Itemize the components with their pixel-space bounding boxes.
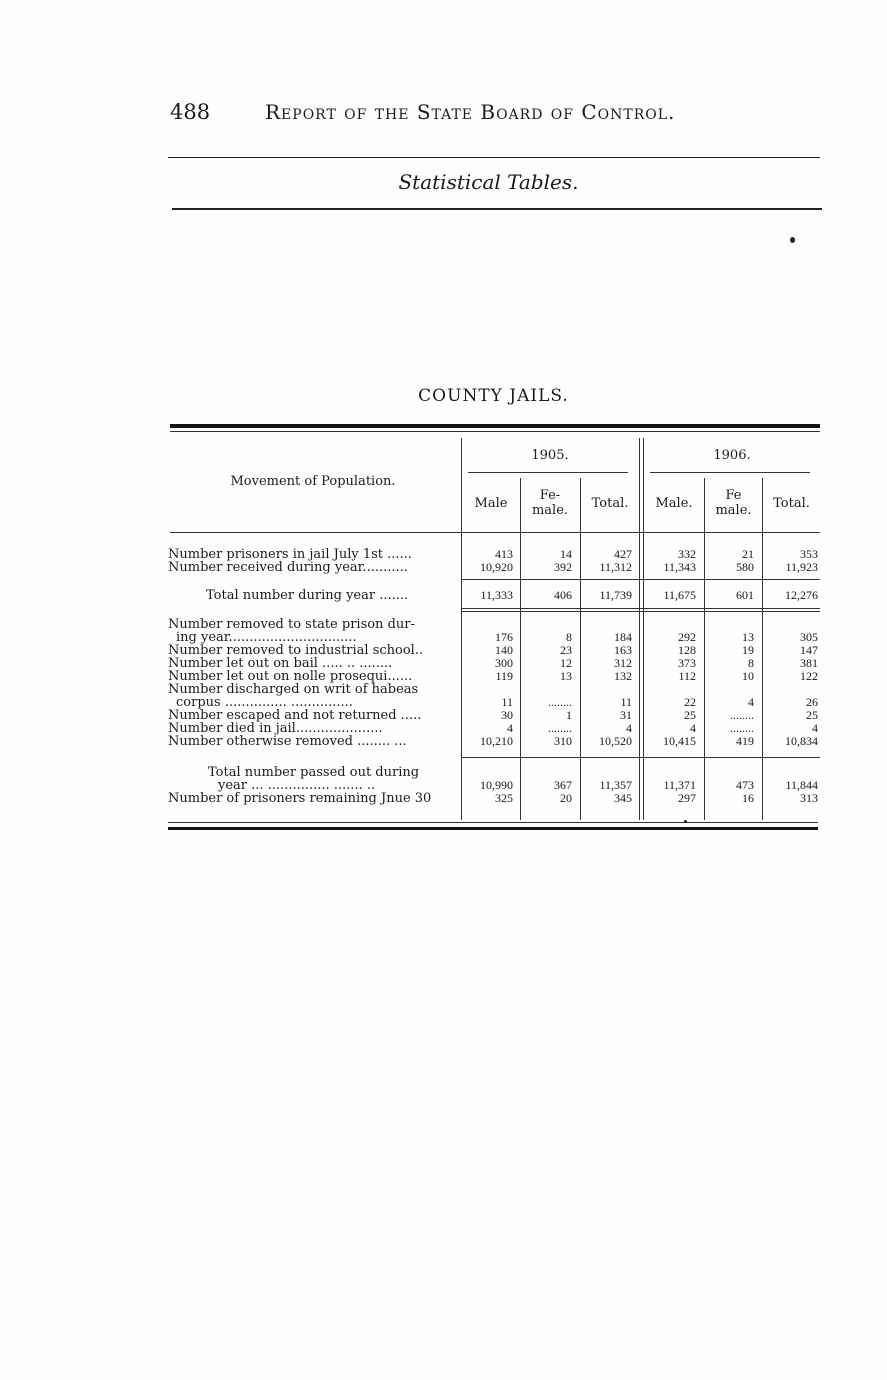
table-cell: 419 [736,734,754,748]
table-cell: ........ [730,721,754,735]
table-cell: 13 [742,630,754,644]
table-cell: ........ [548,721,572,735]
table-cell: 23 [560,643,572,657]
table-cell: ........ [548,695,572,709]
row-label: Number escaped and not returned ..... [168,708,422,723]
table-cell: 31 [620,708,632,722]
header-bottom-rule [170,532,820,533]
row-label: Number let out on nolle prosequi...... [168,669,413,684]
row-label: corpus ............... ............... [176,695,353,710]
divider [639,438,640,820]
row-label: Total number passed out during [208,765,420,780]
table-cell: 11,343 [663,560,696,574]
table-cell: 373 [678,656,696,670]
table-cell: 10,520 [599,734,632,748]
table-cell: 12 [560,656,572,670]
table-cell: 367 [554,778,572,792]
table-cell: 406 [554,588,572,602]
table-cell: 16 [742,791,754,805]
table-cell: 310 [554,734,572,748]
row-label: ing year............................... [176,630,357,645]
table-cell: 8 [748,656,754,670]
table-cell: 163 [614,643,632,657]
table-cell: 22 [684,695,696,709]
table-cell: 184 [614,630,632,644]
table-cell: 11,333 [480,588,513,602]
table-cell: 353 [800,547,818,561]
row-label: Number let out on bail ..... .. ........ [168,656,393,671]
table-cell: 473 [736,778,754,792]
row-label: Number received during year........... [168,560,408,575]
table-cell: 312 [614,656,632,670]
table-cell: 30 [501,708,513,722]
table-cell: 11,312 [599,560,632,574]
table-cell: 580 [736,560,754,574]
table-cell: 25 [806,708,818,722]
section-rule [172,208,822,210]
table-cell: 10,920 [480,560,513,574]
year-header: 1905. [531,448,569,463]
table-bottom-rule [168,827,818,830]
table-cell: 8 [566,630,572,644]
stub-header: Movement of Population. [230,474,396,489]
table-cell: 305 [800,630,818,644]
table-cell: 4 [690,721,696,735]
header-rule [168,157,820,158]
table-title: COUNTY JAILS. [418,386,569,406]
year-rule [468,472,628,473]
table-cell: 132 [614,669,632,683]
table-cell: 11,739 [599,588,632,602]
row-label: Number died in jail..................... [168,721,383,736]
table-cell: 1 [566,708,572,722]
table-cell: 20 [560,791,572,805]
row-label: Number of prisoners remaining Jnue 30 [168,791,432,806]
table-cell: 297 [678,791,696,805]
col-header-total: Total. [773,496,810,511]
row-label: Total number during year ....... [206,588,409,603]
table-cell: 11 [620,695,632,709]
row-label: year ... ............... ....... .. [218,778,376,793]
year-rule [650,472,810,473]
col-header-female: Fe male. [715,488,752,518]
year-header: 1906. [713,448,751,463]
subtotal-rule [461,579,820,580]
table-cell: 128 [678,643,696,657]
table-cell: 12,276 [785,588,818,602]
table-bottom-rule-thin [168,822,818,823]
table-cell: 140 [495,643,513,657]
table-cell: 112 [678,669,696,683]
table-cell: 11,675 [663,588,696,602]
col-header-female: Fe- male. [531,488,569,518]
table-cell: ........ [730,708,754,722]
table-cell: 122 [800,669,818,683]
table-cell: 119 [495,669,513,683]
col-header-total: Total. [591,496,629,511]
table-cell: 4 [507,721,513,735]
section-title: Statistical Tables. [398,170,579,194]
table-cell: 413 [495,547,513,561]
county-jails-table [168,424,820,836]
table-cell: 11,844 [785,778,818,792]
table-cell: 13 [560,669,572,683]
table-cell: 381 [800,656,818,670]
row-label: Number prisoners in jail July 1st ...... [168,547,412,562]
table-cell: 14 [560,547,572,561]
table-cell: 4 [748,695,754,709]
table-cell: 292 [678,630,696,644]
table-cell: 300 [495,656,513,670]
subtotal-rule [461,757,820,758]
table-cell: 10,415 [663,734,696,748]
table-cell: 21 [742,547,754,561]
table-cell: 427 [614,547,632,561]
table-cell: 4 [812,721,818,735]
table-cell: 19 [742,643,754,657]
table-cell: 332 [678,547,696,561]
table-top-rule-thin [170,431,820,432]
table-cell: 345 [614,791,632,805]
table-cell: 10,834 [785,734,818,748]
running-head: Report of the State Board of Control. [265,100,676,124]
table-cell: 10 [742,669,754,683]
ink-speck [790,237,795,243]
table-cell: 26 [806,695,818,709]
table-cell: 11 [501,695,513,709]
table-cell: 325 [495,791,513,805]
ink-speck [684,820,687,823]
page-number: 488 [170,100,211,124]
total-rule [461,608,820,609]
table-top-rule [170,424,820,428]
row-label: Number removed to state prison dur- [168,617,415,632]
table-cell: 4 [626,721,632,735]
table-cell: 11,371 [663,778,696,792]
table-cell: 10,990 [480,778,513,792]
row-label: Number removed to industrial school.. [168,643,424,658]
table-cell: 25 [684,708,696,722]
row-label: Number otherwise removed ........ ... [168,734,407,749]
table-cell: 392 [554,560,572,574]
table-cell: 313 [800,791,818,805]
col-header-male: Male. [655,496,693,511]
table-cell: 147 [800,643,818,657]
table-cell: 11,357 [599,778,632,792]
table-cell: 10,210 [480,734,513,748]
table-cell: 601 [736,588,754,602]
table-cell: 176 [495,630,513,644]
total-rule [461,611,820,612]
row-label: Number discharged on writ of habeas [168,682,419,697]
table-cell: 11,923 [785,560,818,574]
col-header-male: Male [474,496,508,511]
